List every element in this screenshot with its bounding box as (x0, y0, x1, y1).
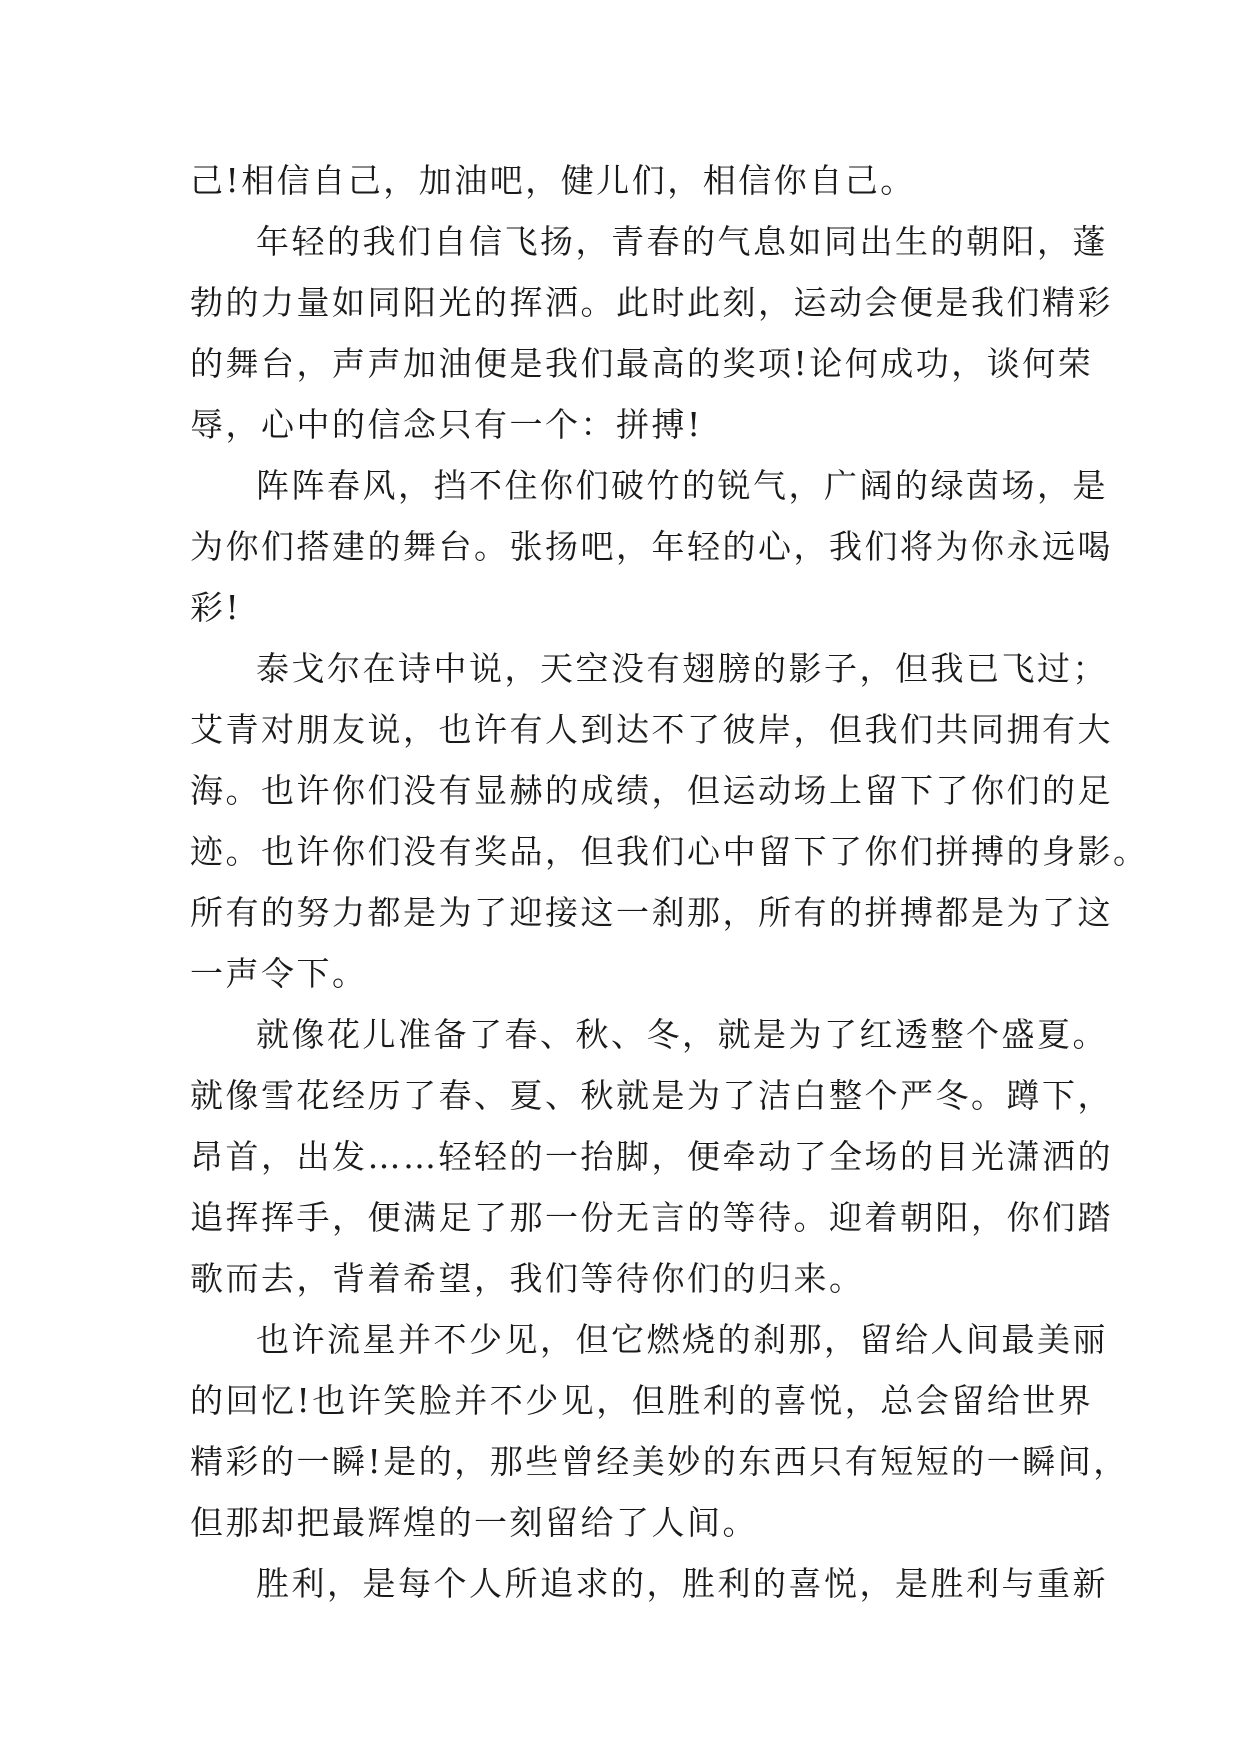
text-line: 迹。也许你们没有奖品，但我们心中留下了你们拼搏的身影。 (190, 832, 1149, 871)
text-line: 海。也许你们没有显赫的成绩，但运动场上留下了你们的足 (190, 771, 1113, 810)
paragraph (190, 455, 1113, 638)
text-line: 己!相信自己，加油吧，健儿们，相信你自己。 (190, 161, 916, 200)
document-body (190, 150, 1149, 1614)
text-line: 但那却把最辉煌的一刻留给了人间。 (190, 1503, 758, 1542)
text-line: 就像花儿准备了春、秋、冬，就是为了红透整个盛夏。 (256, 1015, 1108, 1054)
paragraph (190, 1553, 1108, 1614)
text-line: 泰戈尔在诗中说，天空没有翅膀的影子，但我已飞过； (256, 649, 1108, 688)
text-line: 一声令下。 (190, 954, 368, 993)
text-line: 彩! (190, 588, 242, 627)
text-line: 胜利，是每个人所追求的，胜利的喜悦，是胜利与重新 (256, 1564, 1108, 1603)
paragraph (190, 1309, 1129, 1553)
text-line: 就像雪花经历了春、夏、秋就是为了洁白整个严冬。蹲下， (190, 1076, 1113, 1115)
text-line: 的舞台，声声加油便是我们最高的奖项!论何成功，谈何荣 (190, 344, 1094, 383)
text-line: 精彩的一瞬!是的，那些曾经美妙的东西只有短短的一瞬间， (190, 1442, 1129, 1481)
text-line: 昂首，出发……轻轻的一抬脚，便牵动了全场的目光潇洒的 (190, 1137, 1113, 1176)
text-line: 阵阵春风，挡不住你们破竹的锐气，广阔的绿茵场，是 (256, 466, 1108, 505)
text-line: 也许流星并不少见，但它燃烧的刹那，留给人间最美丽 (256, 1320, 1108, 1359)
text-line: 年轻的我们自信飞扬，青春的气息如同出生的朝阳，蓬 (256, 222, 1108, 261)
text-line: 艾青对朋友说，也许有人到达不了彼岸，但我们共同拥有大 (190, 710, 1113, 749)
paragraph (190, 150, 1070, 211)
text-line: 为你们搭建的舞台。张扬吧，年轻的心，我们将为你永远喝 (190, 527, 1113, 566)
text-line: 追挥挥手，便满足了那一份无言的等待。迎着朝阳，你们踏 (190, 1198, 1113, 1237)
text-line: 辱，心中的信念只有一个：拼搏! (190, 405, 703, 444)
text-line: 所有的努力都是为了迎接这一刹那，所有的拼搏都是为了这 (190, 893, 1113, 932)
text-line: 的回忆!也许笑脸并不少见，但胜利的喜悦，总会留给世界 (190, 1381, 1094, 1420)
paragraph (190, 638, 1149, 1004)
text-line: 歌而去，背着希望，我们等待你们的归来。 (190, 1259, 865, 1298)
paragraph (190, 211, 1113, 455)
text-line: 勃的力量如同阳光的挥洒。此时此刻，运动会便是我们精彩 (190, 283, 1113, 322)
paragraph (190, 1004, 1113, 1309)
